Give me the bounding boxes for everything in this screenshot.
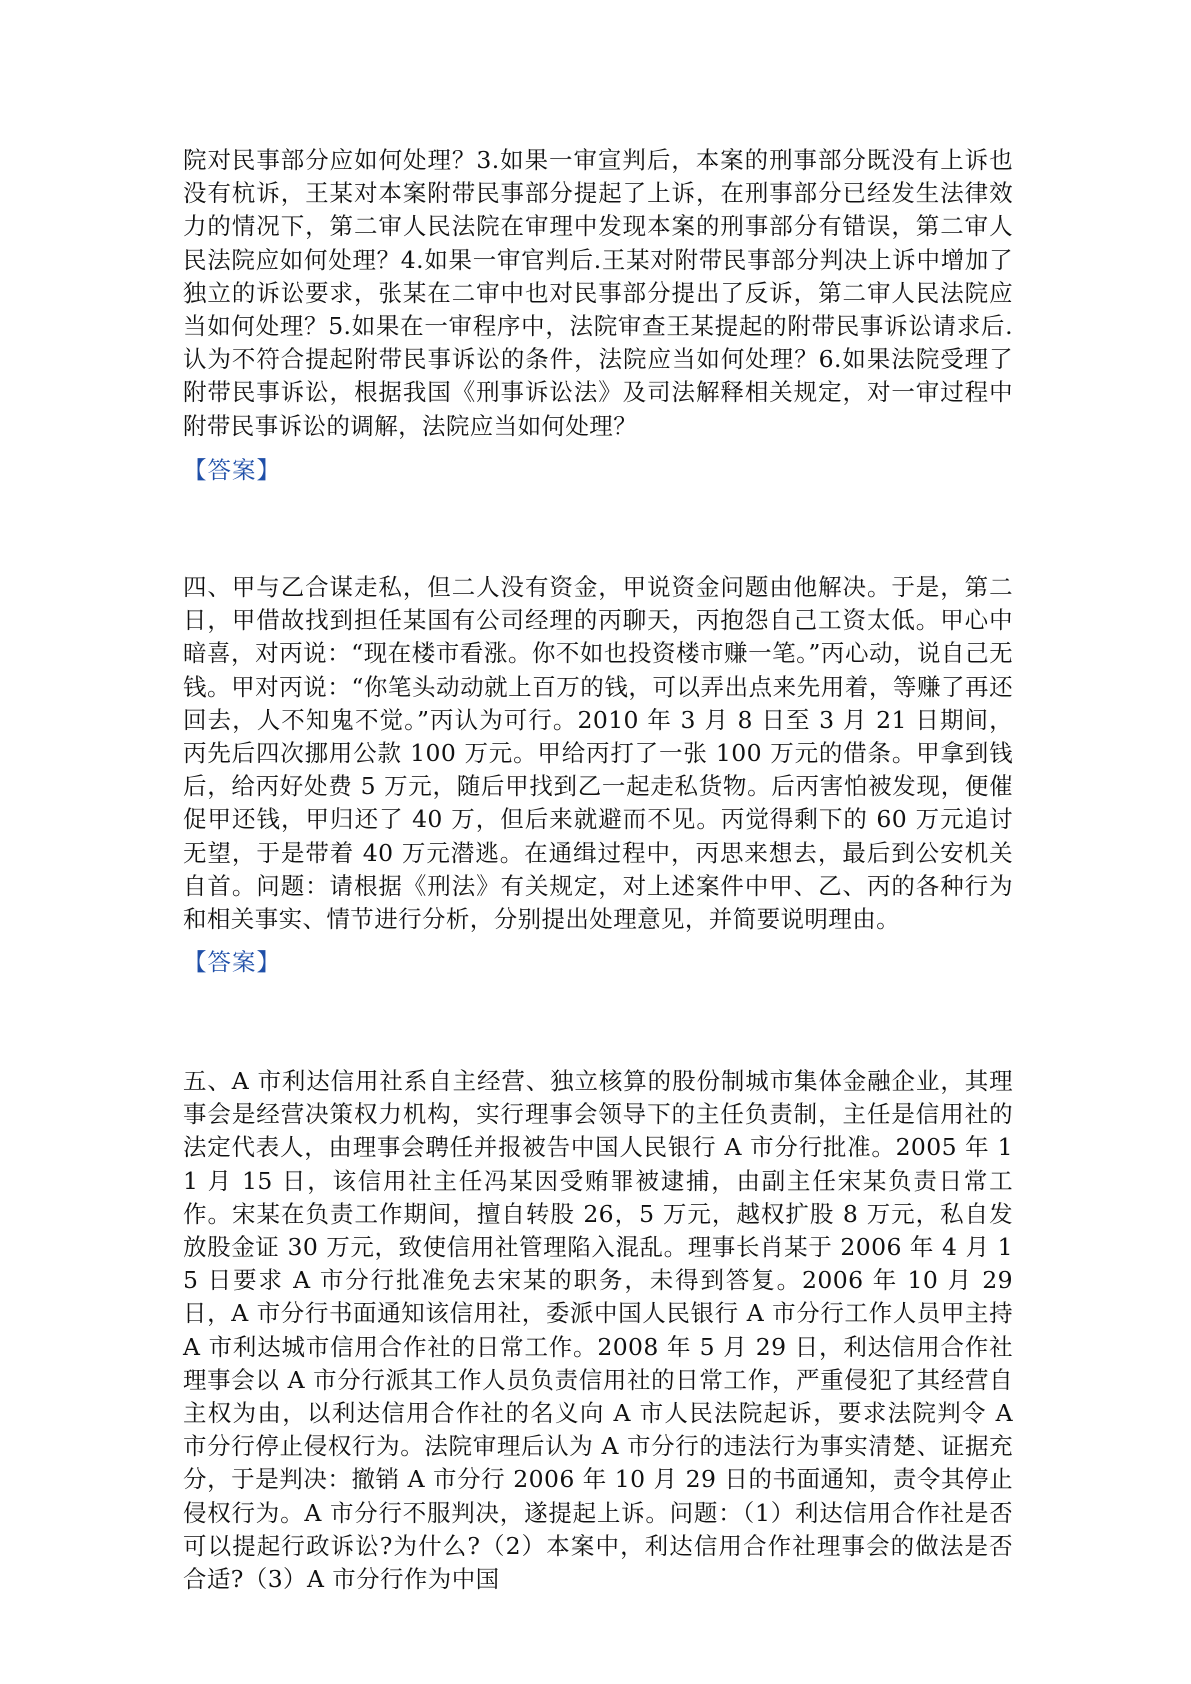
- question-3-continuation: 院对民事部分应如何处理？3.如果一审宣判后，本案的刑事部分既没有上诉也没有杭诉，王某对本案附带民事部分提起了上诉，在刑事部分已经发生法律效力的情况下，第二审人民法院在审理中发现本案的刑事部分有错误，第二审人民法院应如何处理？4.如果一审官判后.王某对附带民事部分判决上诉中增加了独立的诉讼要求，张某在二审中也对民事部分提出了反诉，第二审人民法院应当如何处理？5.如果在一审程序中，法院审查王某提起的附带民事诉讼请求后.认为不符合提起附带民事诉讼的条件，法院应当如何处理？6.如果法院受理了附带民事诉讼，根据我国《刑事诉讼法》及司法解释相关规定，对一审过程中附带民事诉讼的调解，法院应当如何处理？: [183, 146, 1013, 440]
- answer-label: 【答案】: [183, 948, 281, 976]
- question-5: 五、A 市利达信用社系自主经营、独立核算的股份制城市集体金融企业，其理事会是经营决策权力机构，实行理事会领导下的主任负责制，主任是信用社的法定代表人，由理事会聘任并报被告中国人民银行 A 市分行批准。2005 年 11 月 15 日，该信用社主任冯某因受贿罪被逮捕，由副主任宋某负责日常工作。宋某在负责工作期间，擅自转股 26，5 万元，越权扩股 8 万元，私自发放股金证 30 万元，致使信用社管理陷入混乱。理事长肖某于 2006 年 4 月 15 日要求 A 市分行批准免去宋某的职务，未得到答复。2006 年 10 月 29 日，A 市分行书面通知该信用社，委派中国人民银行 A 市分行工作人员甲主持 A 市利达城市信用合作社的日常工作。2008 年 5 月 29 日，利达信用合作社理事会以 A 市分行派其工作人员负责信用社的日常工作，严重侵犯了其经营自主权为由，以利达信用合作社的名义向 A 市人民法院起诉，要求法院判令 A 市分行停止侵权行为。法院审理后认为 A 市分行的违法行为事实清楚、证据充分，于是判决：撤销 A 市分行 2006 年 10 月 29 日的书面通知，责令其停止侵权行为。A 市分行不服判决，遂提起上诉。问题：（1）利达信用合作社是否可以提起行政诉讼?为什么?（2）本案中，利达信用合作社理事会的做法是否合适?（3）A 市分行作为中国: [183, 1067, 1013, 1594]
- answer-label: 【答案】: [183, 456, 281, 484]
- question-4: 四、甲与乙合谋走私，但二人没有资金，甲说资金问题由他解决。于是，第二日，甲借故找到担任某国有公司经理的丙聊天，丙抱怨自己工资太低。甲心中暗喜，对丙说：“现在楼市看涨。你不如也投资楼市赚一笔。”丙心动，说自己无钱。甲对丙说：“你笔头动动就上百万的钱，可以弄出点来先用着，等赚了再还回去，人不知鬼不觉。”丙认为可行。2010 年 3 月 8 日至 3 月 21 日期间，丙先后四次挪用公款 100 万元。甲给丙打了一张 100 万元的借条。甲拿到钱后，给丙好处费 5 万元，随后甲找到乙一起走私货物。后丙害怕被发现，便催促甲还钱，甲归还了 40 万，但后来就避而不见。丙觉得剩下的 60 万元追讨无望，于是带着 40 万元潜逃。在通缉过程中，丙思来想去，最后到公安机关自首。问题：请根据《刑法》有关规定，对上述案件中甲、乙、丙的各种行为和相关事实、情节进行分析，分别提出处理意见，并简要说明理由。: [183, 573, 1013, 934]
